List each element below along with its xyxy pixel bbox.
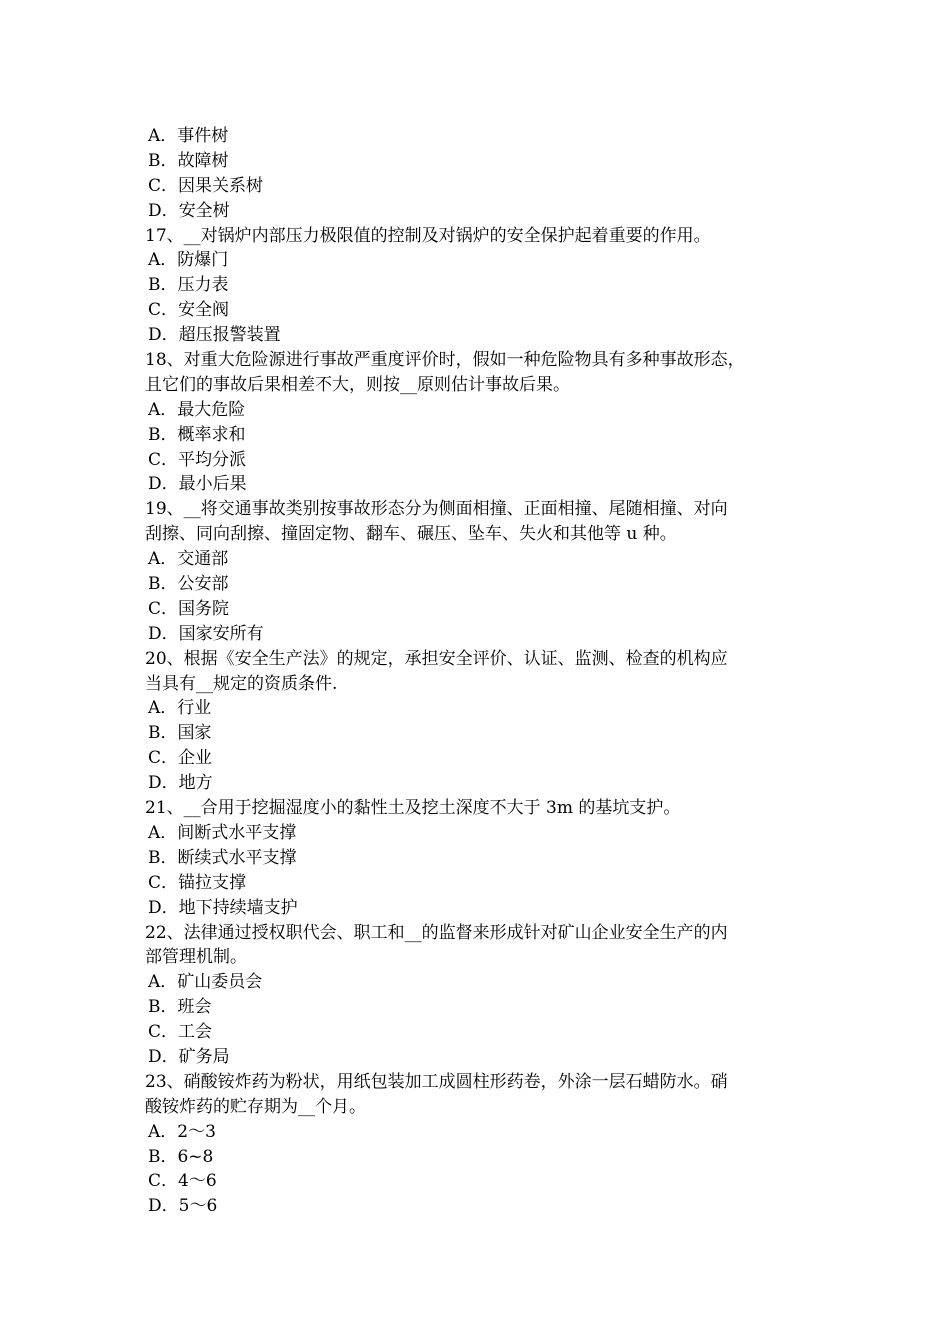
option-line: A．间断式水平支撑 xyxy=(148,822,297,843)
option-line: A．2～3 xyxy=(148,1121,216,1142)
option-line: C．企业 xyxy=(148,748,213,769)
option-line: A．行业 xyxy=(148,698,212,719)
option-line: A．事件树 xyxy=(148,126,229,146)
question-stem: 20、根据《安全生产法》的规定，承担安全评价、认证、监测、检查的机构应 xyxy=(145,648,728,669)
option-line: A．矿山委员会 xyxy=(148,972,263,993)
option-line: B．压力表 xyxy=(148,275,229,296)
option-line: C．锚拉支撑 xyxy=(148,872,247,893)
option-line: D．地方 xyxy=(148,773,213,794)
option-line: D．国家安所有 xyxy=(148,623,264,644)
option-line: D．安全树 xyxy=(148,200,230,221)
option-line: D．5～6 xyxy=(148,1196,218,1217)
option-line: D．最小后果 xyxy=(148,474,247,495)
option-line: D．矿务局 xyxy=(148,1046,230,1067)
option-line: D．超压报警装置 xyxy=(148,325,281,346)
question-stem: 17、__对锅炉内部压力极限值的控制及对锅炉的安全保护起着重要的作用。 xyxy=(145,225,711,246)
option-line: B．6~8 xyxy=(148,1146,214,1167)
question-list xyxy=(145,124,835,1219)
question-stem-continued: 且它们的事故后果相差不大，则按__原则估计事故后果。 xyxy=(145,374,570,395)
option-line: A．最大危险 xyxy=(148,399,246,420)
option-line: C．国务院 xyxy=(148,598,230,619)
option-line: B．班会 xyxy=(148,997,212,1018)
option-line: D．地下持续墙支护 xyxy=(148,897,298,918)
option-line: B．概率求和 xyxy=(148,424,246,445)
question-stem: 22、法律通过授权职代会、职工和__的监督来形成针对矿山企业安全生产的内 xyxy=(145,922,728,943)
option-line: B．国家 xyxy=(148,723,212,744)
question-stem-continued: 酸铵炸药的贮存期为__个月。 xyxy=(145,1096,366,1117)
option-line: B．故障树 xyxy=(148,150,229,171)
option-line: C．安全阀 xyxy=(148,300,230,321)
question-stem: 23、硝酸铵炸药为粉状，用纸包装加工成圆柱形药卷，外涂一层石蜡防水。硝 xyxy=(145,1071,728,1092)
option-line: B．断续式水平支撑 xyxy=(148,847,297,868)
option-line: A．防爆门 xyxy=(148,250,229,271)
question-stem: 21、__合用于挖掘湿度小的黏性土及挖土深度不大于 3m 的基坑支护。 xyxy=(145,798,681,819)
question-stem-continued: 当具有__规定的资质条件. xyxy=(145,673,338,694)
option-line: C．4～6 xyxy=(148,1171,217,1192)
question-stem: 19、__将交通事故类别按事故形态分为侧面相撞、正面相撞、尾随相撞、对向 xyxy=(145,499,728,520)
question-stem-continued: 刮擦、同向刮擦、撞固定物、翻车、碾压、坠车、失火和其他等 u 种。 xyxy=(145,524,677,545)
option-line: C．因果关系树 xyxy=(148,175,264,196)
option-line: C．工会 xyxy=(148,1022,213,1043)
option-line: B．公安部 xyxy=(148,574,229,595)
option-line: A．交通部 xyxy=(148,549,229,570)
question-stem: 18、对重大危险源进行事故严重度评价时，假如一种危险物具有多种事故形态， xyxy=(145,350,745,371)
option-line: C．平均分派 xyxy=(148,449,247,470)
question-stem-continued: 部管理机制。 xyxy=(145,947,247,968)
